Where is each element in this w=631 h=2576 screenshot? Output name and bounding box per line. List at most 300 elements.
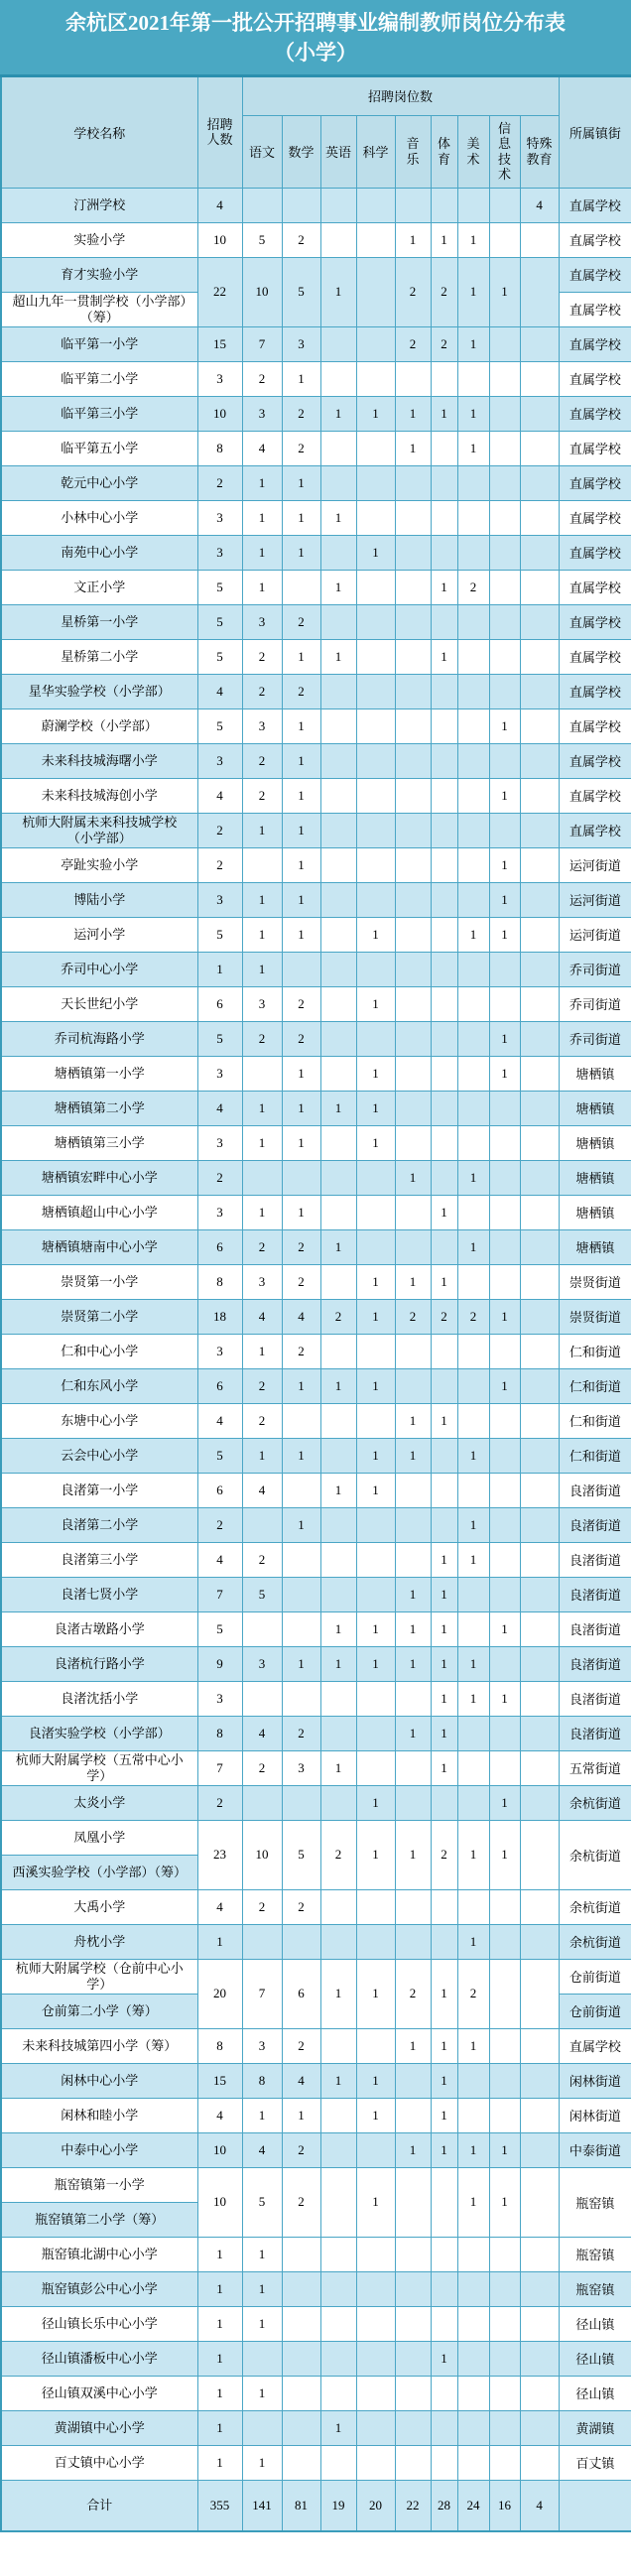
cell-subject-2: 2 bbox=[282, 604, 320, 639]
cell-subject-7 bbox=[457, 465, 489, 500]
cell-subject-2: 6 bbox=[282, 1959, 320, 2028]
cell-town: 运河街道 bbox=[559, 917, 631, 952]
cell-subject-4 bbox=[356, 847, 395, 882]
table-row bbox=[1, 570, 631, 604]
table-row bbox=[1, 1056, 631, 1091]
cell-subject-8 bbox=[489, 2028, 520, 2063]
cell-recruits: 4 bbox=[197, 188, 242, 222]
cell-subject-5 bbox=[395, 2063, 431, 2098]
cell-subject-5: 2 bbox=[395, 1299, 431, 1334]
cell-subject-8: 1 bbox=[489, 778, 520, 813]
cell-subject-1: 5 bbox=[242, 222, 282, 257]
header-subject-2: 数学 bbox=[282, 115, 320, 188]
cell-subject-1: 3 bbox=[242, 986, 282, 1021]
cell-subject-2: 1 bbox=[282, 535, 320, 570]
cell-subject-2: 1 bbox=[282, 813, 320, 847]
table-row bbox=[1, 813, 631, 847]
cell-subject-9 bbox=[520, 1924, 559, 1959]
cell-subject-8 bbox=[489, 674, 520, 708]
cell-subject-2 bbox=[282, 1403, 320, 1438]
cell-subject-7: 1 bbox=[457, 1820, 489, 1889]
cell-recruits: 3 bbox=[197, 1125, 242, 1160]
cell-town: 良渚街道 bbox=[559, 1681, 631, 1716]
table-row bbox=[1, 743, 631, 778]
cell-subject-6: 1 bbox=[431, 1264, 457, 1299]
cell-school: 乔司杭海路小学 bbox=[1, 1021, 197, 1056]
cell-town: 仁和街道 bbox=[559, 1334, 631, 1368]
cell-school: 杭师大附属学校（仓前中心小学） bbox=[1, 1959, 197, 1994]
cell-recruits: 1 bbox=[197, 2445, 242, 2480]
cell-subject-7 bbox=[457, 639, 489, 674]
cell-school: 径山镇潘板中心小学 bbox=[1, 2341, 197, 2376]
cell-subject-7 bbox=[457, 778, 489, 813]
cell-subject-9 bbox=[520, 674, 559, 708]
cell-subject-2 bbox=[282, 1542, 320, 1577]
cell-subject-7: 1 bbox=[457, 222, 489, 257]
cell-subject-8 bbox=[489, 813, 520, 847]
cell-subject-8 bbox=[489, 1091, 520, 1125]
cell-town: 直属学校 bbox=[559, 743, 631, 778]
cell-subject-6 bbox=[431, 1091, 457, 1125]
cell-subject-7: 1 bbox=[457, 257, 489, 326]
cell-subject-3 bbox=[320, 1507, 356, 1542]
cell-subject-9 bbox=[520, 257, 559, 326]
cell-recruits: 7 bbox=[197, 1577, 242, 1611]
cell-subject-1 bbox=[242, 1507, 282, 1542]
cell-subject-6: 1 bbox=[431, 2028, 457, 2063]
cell-subject-7 bbox=[457, 1577, 489, 1611]
cell-subject-1 bbox=[242, 847, 282, 882]
cell-subject-7 bbox=[457, 952, 489, 986]
cell-subject-2: 2 bbox=[282, 1021, 320, 1056]
cell-subject-6: 2 bbox=[431, 1820, 457, 1889]
cell-subject-1 bbox=[242, 1611, 282, 1646]
cell-subject-9 bbox=[520, 1091, 559, 1125]
cell-subject-7 bbox=[457, 1125, 489, 1160]
cell-school: 良渚第三小学 bbox=[1, 1542, 197, 1577]
table-row bbox=[1, 2132, 631, 2167]
cell-recruits: 5 bbox=[197, 917, 242, 952]
cell-subject-4: 1 bbox=[356, 1611, 395, 1646]
cell-school: 良渚第一小学 bbox=[1, 1473, 197, 1507]
cell-subject-2 bbox=[282, 188, 320, 222]
cell-subject-7: 1 bbox=[457, 2028, 489, 2063]
cell-subject-6 bbox=[431, 882, 457, 917]
cell-subject-5: 1 bbox=[395, 1438, 431, 1473]
cell-subject-2: 1 bbox=[282, 1091, 320, 1125]
header-subject-1: 语文 bbox=[242, 115, 282, 188]
cell-subject-5 bbox=[395, 917, 431, 952]
cell-subject-1: 1 bbox=[242, 2445, 282, 2480]
cell-town: 余杭街道 bbox=[559, 1924, 631, 1959]
cell-subject-1: 3 bbox=[242, 604, 282, 639]
cell-subject-9 bbox=[520, 326, 559, 361]
cell-school: 未来科技城海创小学 bbox=[1, 778, 197, 813]
cell-recruits: 9 bbox=[197, 1646, 242, 1681]
cell-town: 仁和街道 bbox=[559, 1438, 631, 1473]
cell-subject-7: 1 bbox=[457, 1924, 489, 1959]
cell-subject-7: 1 bbox=[457, 1646, 489, 1681]
cell-subject-4 bbox=[356, 1750, 395, 1785]
cell-subject-3: 2 bbox=[320, 1299, 356, 1334]
cell-subject-4: 1 bbox=[356, 1056, 395, 1091]
cell-subject-7 bbox=[457, 1750, 489, 1785]
cell-subject-2: 2 bbox=[282, 222, 320, 257]
cell-subject-7 bbox=[457, 1021, 489, 1056]
cell-subject-8 bbox=[489, 2237, 520, 2271]
cell-town: 直属学校 bbox=[559, 778, 631, 813]
table-row bbox=[1, 1160, 631, 1195]
cell-subject-6: 28 bbox=[431, 2480, 457, 2531]
cell-subject-3 bbox=[320, 1125, 356, 1160]
cell-subject-4 bbox=[356, 465, 395, 500]
cell-subject-6 bbox=[431, 604, 457, 639]
table-row bbox=[1, 917, 631, 952]
cell-recruits: 18 bbox=[197, 1299, 242, 1334]
cell-subject-2: 2 bbox=[282, 1334, 320, 1368]
cell-school: 塘栖镇塘南中心小学 bbox=[1, 1229, 197, 1264]
cell-school: 塘栖镇宏畔中心小学 bbox=[1, 1160, 197, 1195]
cell-subject-9 bbox=[520, 2132, 559, 2167]
cell-subject-5 bbox=[395, 1334, 431, 1368]
cell-subject-8: 1 bbox=[489, 1056, 520, 1091]
cell-town: 良渚街道 bbox=[559, 1716, 631, 1750]
cell-subject-8 bbox=[489, 1403, 520, 1438]
table-row bbox=[1, 952, 631, 986]
cell-recruits: 3 bbox=[197, 361, 242, 396]
cell-subject-7 bbox=[457, 188, 489, 222]
table-row bbox=[1, 1125, 631, 1160]
cell-subject-7: 1 bbox=[457, 1542, 489, 1577]
table-row bbox=[1, 674, 631, 708]
cell-subject-6: 1 bbox=[431, 2132, 457, 2167]
cell-subject-5 bbox=[395, 1056, 431, 1091]
cell-subject-2 bbox=[282, 1160, 320, 1195]
cell-subject-3 bbox=[320, 2098, 356, 2132]
cell-subject-9 bbox=[520, 1056, 559, 1091]
cell-school: 塘栖镇超山中心小学 bbox=[1, 1195, 197, 1229]
cell-school: 塘栖镇第二小学 bbox=[1, 1091, 197, 1125]
table-row bbox=[1, 882, 631, 917]
cell-town: 直属学校 bbox=[559, 500, 631, 535]
cell-subject-7 bbox=[457, 1611, 489, 1646]
table-row bbox=[1, 847, 631, 882]
cell-subject-4 bbox=[356, 1542, 395, 1577]
cell-subject-4 bbox=[356, 431, 395, 465]
cell-subject-9 bbox=[520, 917, 559, 952]
cell-recruits: 5 bbox=[197, 604, 242, 639]
cell-town: 塘栖镇 bbox=[559, 1091, 631, 1125]
cell-recruits: 1 bbox=[197, 2341, 242, 2376]
table-header bbox=[1, 75, 631, 188]
cell-subject-7: 1 bbox=[457, 1160, 489, 1195]
page-title-line2: （小学） bbox=[274, 41, 357, 65]
cell-recruits: 6 bbox=[197, 1473, 242, 1507]
cell-subject-3 bbox=[320, 188, 356, 222]
cell-subject-8 bbox=[489, 604, 520, 639]
cell-subject-1: 3 bbox=[242, 1646, 282, 1681]
cell-subject-5 bbox=[395, 813, 431, 847]
cell-school: 瓶窑镇第一小学 bbox=[1, 2167, 197, 2202]
cell-town: 良渚街道 bbox=[559, 1507, 631, 1542]
cell-subject-2: 1 bbox=[282, 500, 320, 535]
cell-subject-9 bbox=[520, 604, 559, 639]
cell-subject-9 bbox=[520, 2376, 559, 2410]
cell-subject-1 bbox=[242, 1681, 282, 1716]
cell-town: 塘栖镇 bbox=[559, 1125, 631, 1160]
cell-recruits: 3 bbox=[197, 535, 242, 570]
cell-subject-8 bbox=[489, 1438, 520, 1473]
cell-town: 运河街道 bbox=[559, 882, 631, 917]
cell-subject-7: 1 bbox=[457, 2167, 489, 2237]
table-row bbox=[1, 708, 631, 743]
cell-subject-2: 1 bbox=[282, 2098, 320, 2132]
cell-subject-8 bbox=[489, 396, 520, 431]
cell-town: 塘栖镇 bbox=[559, 1056, 631, 1091]
table-row bbox=[1, 1646, 631, 1681]
cell-subject-9 bbox=[520, 2445, 559, 2480]
cell-subject-8 bbox=[489, 1577, 520, 1611]
cell-subject-6 bbox=[431, 1160, 457, 1195]
cell-subject-4 bbox=[356, 1021, 395, 1056]
table-row bbox=[1, 778, 631, 813]
cell-subject-3: 1 bbox=[320, 639, 356, 674]
recruitment-table bbox=[0, 74, 631, 2533]
cell-subject-6: 1 bbox=[431, 2341, 457, 2376]
cell-recruits: 355 bbox=[197, 2480, 242, 2531]
cell-recruits: 4 bbox=[197, 1403, 242, 1438]
cell-subject-6 bbox=[431, 917, 457, 952]
header-subject-4: 科学 bbox=[356, 115, 395, 188]
table-row bbox=[1, 986, 631, 1021]
table-row bbox=[1, 326, 631, 361]
cell-subject-6 bbox=[431, 465, 457, 500]
cell-subject-1: 2 bbox=[242, 1229, 282, 1264]
cell-subject-8 bbox=[489, 1750, 520, 1785]
cell-subject-7 bbox=[457, 2341, 489, 2376]
cell-subject-5: 1 bbox=[395, 1160, 431, 1195]
cell-recruits: 15 bbox=[197, 2063, 242, 2098]
cell-subject-1: 1 bbox=[242, 500, 282, 535]
cell-subject-6 bbox=[431, 2306, 457, 2341]
cell-subject-3 bbox=[320, 1577, 356, 1611]
cell-subject-4 bbox=[356, 188, 395, 222]
cell-school: 未来科技城第四小学（筹） bbox=[1, 2028, 197, 2063]
cell-recruits: 3 bbox=[197, 743, 242, 778]
cell-subject-2: 2 bbox=[282, 396, 320, 431]
header-subject-3: 英语 bbox=[320, 115, 356, 188]
cell-subject-2: 2 bbox=[282, 1716, 320, 1750]
cell-subject-2: 2 bbox=[282, 986, 320, 1021]
header-school: 学校名称 bbox=[1, 75, 197, 188]
cell-subject-8 bbox=[489, 1924, 520, 1959]
cell-subject-5: 1 bbox=[395, 431, 431, 465]
cell-subject-8: 1 bbox=[489, 1611, 520, 1646]
cell-recruits: 1 bbox=[197, 2237, 242, 2271]
cell-subject-8 bbox=[489, 2098, 520, 2132]
cell-school: 径山镇长乐中心小学 bbox=[1, 2306, 197, 2341]
table-row bbox=[1, 1924, 631, 1959]
cell-recruits: 8 bbox=[197, 2028, 242, 2063]
cell-subject-1 bbox=[242, 1785, 282, 1820]
cell-subject-2: 2 bbox=[282, 1889, 320, 1924]
cell-recruits: 6 bbox=[197, 986, 242, 1021]
cell-subject-8: 1 bbox=[489, 1785, 520, 1820]
cell-subject-4 bbox=[356, 1195, 395, 1229]
cell-subject-1: 1 bbox=[242, 1334, 282, 1368]
cell-subject-3 bbox=[320, 2271, 356, 2306]
cell-subject-9 bbox=[520, 2271, 559, 2306]
cell-subject-9 bbox=[520, 1160, 559, 1195]
table-row bbox=[1, 1195, 631, 1229]
cell-town: 仓前街道 bbox=[559, 1994, 631, 2028]
cell-subject-3: 1 bbox=[320, 2063, 356, 2098]
cell-subject-5 bbox=[395, 847, 431, 882]
cell-subject-2 bbox=[282, 952, 320, 986]
cell-school: 瓶窑镇彭公中心小学 bbox=[1, 2271, 197, 2306]
cell-subject-5 bbox=[395, 708, 431, 743]
cell-recruits: 2 bbox=[197, 1507, 242, 1542]
cell-subject-8: 1 bbox=[489, 1021, 520, 1056]
cell-subject-6 bbox=[431, 1889, 457, 1924]
cell-subject-3 bbox=[320, 708, 356, 743]
cell-subject-6: 2 bbox=[431, 1299, 457, 1334]
cell-subject-1: 4 bbox=[242, 2132, 282, 2167]
cell-recruits: 3 bbox=[197, 1056, 242, 1091]
cell-subject-6: 1 bbox=[431, 396, 457, 431]
cell-subject-9 bbox=[520, 1125, 559, 1160]
cell-subject-2 bbox=[282, 2341, 320, 2376]
cell-subject-9 bbox=[520, 1403, 559, 1438]
cell-recruits: 3 bbox=[197, 1334, 242, 1368]
cell-subject-1: 1 bbox=[242, 1125, 282, 1160]
cell-subject-1: 1 bbox=[242, 2306, 282, 2341]
cell-subject-1: 4 bbox=[242, 431, 282, 465]
cell-subject-2: 81 bbox=[282, 2480, 320, 2531]
cell-subject-6: 1 bbox=[431, 1681, 457, 1716]
header-recruits-label: 招聘人数 bbox=[206, 116, 233, 148]
cell-subject-7 bbox=[457, 2098, 489, 2132]
cell-subject-8 bbox=[489, 639, 520, 674]
cell-subject-1: 1 bbox=[242, 535, 282, 570]
cell-subject-5: 1 bbox=[395, 2132, 431, 2167]
cell-school: 径山镇双溪中心小学 bbox=[1, 2376, 197, 2410]
cell-subject-7 bbox=[457, 500, 489, 535]
cell-subject-2 bbox=[282, 2410, 320, 2445]
cell-town: 直属学校 bbox=[559, 674, 631, 708]
cell-subject-8 bbox=[489, 1542, 520, 1577]
cell-town: 崇贤街道 bbox=[559, 1299, 631, 1334]
cell-subject-8 bbox=[489, 952, 520, 986]
cell-subject-9 bbox=[520, 2410, 559, 2445]
cell-subject-6: 1 bbox=[431, 222, 457, 257]
cell-school: 临平第一小学 bbox=[1, 326, 197, 361]
cell-school: 闲林中心小学 bbox=[1, 2063, 197, 2098]
cell-subject-6 bbox=[431, 743, 457, 778]
cell-subject-2: 2 bbox=[282, 1229, 320, 1264]
cell-school: 崇贤第二小学 bbox=[1, 1299, 197, 1334]
cell-subject-7 bbox=[457, 1091, 489, 1125]
cell-subject-4 bbox=[356, 2445, 395, 2480]
cell-recruits: 22 bbox=[197, 257, 242, 326]
table-row bbox=[1, 396, 631, 431]
cell-subject-2: 1 bbox=[282, 639, 320, 674]
cell-subject-4 bbox=[356, 639, 395, 674]
cell-school: 闲林和睦小学 bbox=[1, 2098, 197, 2132]
cell-subject-7: 1 bbox=[457, 2132, 489, 2167]
cell-recruits: 2 bbox=[197, 465, 242, 500]
cell-town: 径山镇 bbox=[559, 2341, 631, 2376]
cell-subject-1: 2 bbox=[242, 1403, 282, 1438]
cell-subject-7 bbox=[457, 2237, 489, 2271]
cell-recruits: 4 bbox=[197, 1889, 242, 1924]
cell-town: 直属学校 bbox=[559, 2028, 631, 2063]
table-row bbox=[1, 1750, 631, 1785]
cell-subject-2: 4 bbox=[282, 2063, 320, 2098]
cell-subject-9 bbox=[520, 882, 559, 917]
cell-subject-2 bbox=[282, 2306, 320, 2341]
cell-subject-6 bbox=[431, 847, 457, 882]
cell-subject-2: 2 bbox=[282, 1264, 320, 1299]
cell-subject-6 bbox=[431, 1507, 457, 1542]
cell-subject-2: 1 bbox=[282, 1507, 320, 1542]
header-subject-6 bbox=[431, 115, 457, 188]
cell-school: 仁和东风小学 bbox=[1, 1368, 197, 1403]
cell-subject-4 bbox=[356, 326, 395, 361]
cell-subject-5 bbox=[395, 1542, 431, 1577]
cell-town: 百丈镇 bbox=[559, 2445, 631, 2480]
cell-town: 乔司街道 bbox=[559, 986, 631, 1021]
cell-recruits: 5 bbox=[197, 1021, 242, 1056]
cell-subject-7: 24 bbox=[457, 2480, 489, 2531]
cell-subject-4 bbox=[356, 1507, 395, 1542]
cell-subject-5 bbox=[395, 535, 431, 570]
cell-subject-9 bbox=[520, 1473, 559, 1507]
cell-subject-8: 1 bbox=[489, 1820, 520, 1889]
cell-recruits: 6 bbox=[197, 1229, 242, 1264]
table-row bbox=[1, 1577, 631, 1611]
cell-subject-7 bbox=[457, 1368, 489, 1403]
cell-subject-3: 1 bbox=[320, 1091, 356, 1125]
cell-subject-1: 2 bbox=[242, 1889, 282, 1924]
cell-town: 塘栖镇 bbox=[559, 1160, 631, 1195]
table-row bbox=[1, 1264, 631, 1299]
cell-subject-8: 1 bbox=[489, 708, 520, 743]
table-row bbox=[1, 2028, 631, 2063]
cell-town: 仁和街道 bbox=[559, 1403, 631, 1438]
cell-subject-5 bbox=[395, 1889, 431, 1924]
cell-subject-9 bbox=[520, 952, 559, 986]
cell-subject-7 bbox=[457, 743, 489, 778]
cell-subject-8 bbox=[489, 1959, 520, 2028]
cell-school: 汀洲学校 bbox=[1, 188, 197, 222]
cell-subject-6 bbox=[431, 1924, 457, 1959]
cell-subject-8 bbox=[489, 431, 520, 465]
cell-subject-3 bbox=[320, 882, 356, 917]
cell-town: 中泰街道 bbox=[559, 2132, 631, 2167]
cell-subject-1: 2 bbox=[242, 743, 282, 778]
cell-school: 超山九年一贯制学校（小学部）（筹） bbox=[1, 292, 197, 326]
cell-school: 西溪实验学校（小学部）（筹） bbox=[1, 1855, 197, 1889]
cell-subject-8 bbox=[489, 500, 520, 535]
table-row bbox=[1, 1438, 631, 1473]
cell-subject-3 bbox=[320, 1195, 356, 1229]
cell-recruits: 8 bbox=[197, 1264, 242, 1299]
cell-subject-5 bbox=[395, 1021, 431, 1056]
cell-subject-2 bbox=[282, 2376, 320, 2410]
table-row bbox=[1, 1681, 631, 1716]
table-row bbox=[1, 222, 631, 257]
